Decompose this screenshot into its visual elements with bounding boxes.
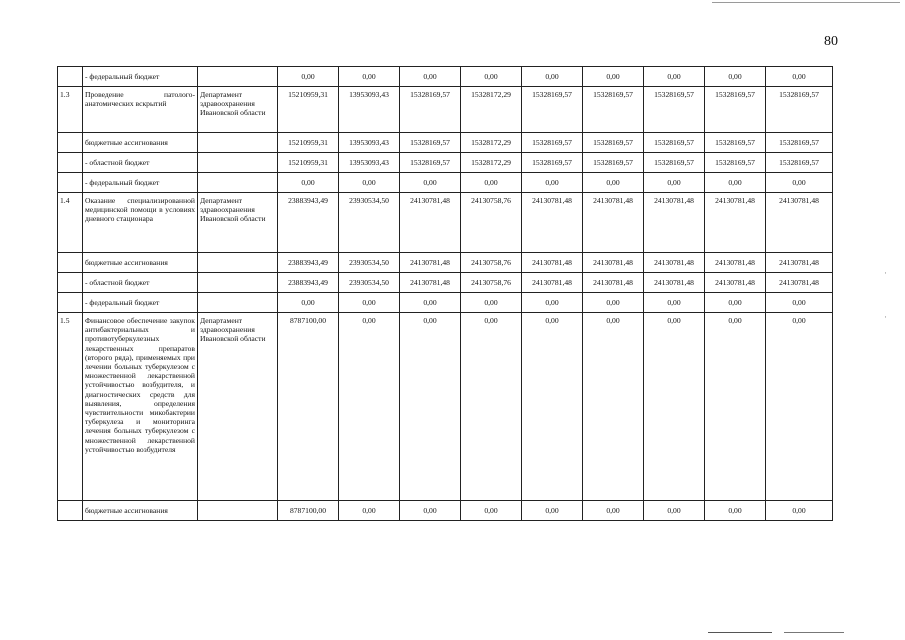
- row-value: 0,00: [644, 313, 705, 501]
- row-value: 24130781,48: [766, 253, 833, 273]
- row-value: 0,00: [583, 293, 644, 313]
- row-value: 0,00: [766, 313, 833, 501]
- row-value: 15328172,29: [461, 153, 522, 173]
- row-code: [58, 173, 83, 193]
- row-value: 0,00: [705, 313, 766, 501]
- row-value: 13953093,43: [339, 87, 400, 133]
- row-value: 13953093,43: [339, 133, 400, 153]
- row-value: 23930534,50: [339, 273, 400, 293]
- row-executor: Департамент здравоохранения Ивановской области: [198, 313, 278, 501]
- row-value: 24130781,48: [705, 273, 766, 293]
- row-code: [58, 501, 83, 521]
- row-executor: [198, 253, 278, 273]
- row-value: 0,00: [522, 313, 583, 501]
- row-name: Проведение патолого-анатомических вскрытий: [83, 87, 198, 133]
- table-row-item: [58, 313, 833, 501]
- row-executor: [198, 133, 278, 153]
- bottom-rule: [708, 632, 772, 633]
- row-value: 15328169,57: [583, 133, 644, 153]
- row-value: 15210959,31: [278, 133, 339, 153]
- row-value: 15328169,57: [522, 153, 583, 173]
- row-value: 15328169,57: [766, 153, 833, 173]
- row-value: 0,00: [766, 293, 833, 313]
- margin-mark: ·: [884, 312, 887, 322]
- row-executor: [198, 273, 278, 293]
- row-value: 23883943,49: [278, 193, 339, 253]
- bottom-rule: [784, 632, 844, 633]
- row-value: 23930534,50: [339, 193, 400, 253]
- row-code: [58, 253, 83, 273]
- row-value: 0,00: [583, 173, 644, 193]
- row-value: 0,00: [339, 67, 400, 87]
- row-value: 15210959,31: [278, 87, 339, 133]
- table-row-budget: [58, 173, 833, 193]
- row-code: 1.5: [58, 313, 83, 501]
- row-name: Финансовое обеспечение закупок антибактериальных и противотуберкулезных лекарственных препаратов (второго ряда), применяемых при лечении больных туберкулезом с множественной лекарственной устойчивостью возбудителя, и диагностических средств для выявления, определения чувствительности микобактерии туберкулеза и мониторинга лечения больных туберкулезом с множественной лекарственной устойчивостью возбудителя: [83, 313, 198, 501]
- margin-mark: ·: [884, 268, 887, 278]
- row-value: 0,00: [522, 173, 583, 193]
- row-value: 24130781,48: [522, 273, 583, 293]
- row-name: - федеральный бюджет: [83, 293, 198, 313]
- row-value: 0,00: [705, 173, 766, 193]
- row-value: 24130781,48: [522, 253, 583, 273]
- row-code: [58, 133, 83, 153]
- row-value: 24130781,48: [644, 273, 705, 293]
- row-value: 15328169,57: [583, 153, 644, 173]
- row-value: 15328169,57: [400, 153, 461, 173]
- row-value: 15328169,57: [400, 87, 461, 133]
- row-name: Оказание специализированной медицинской помощи в условиях дневного стационара: [83, 193, 198, 253]
- row-name: бюджетные ассигнования: [83, 501, 198, 521]
- row-value: 0,00: [766, 67, 833, 87]
- row-value: 0,00: [766, 501, 833, 521]
- row-value: 0,00: [400, 67, 461, 87]
- row-code: [58, 293, 83, 313]
- row-value: 0,00: [461, 67, 522, 87]
- row-value: 0,00: [461, 313, 522, 501]
- table-row-budget: [58, 293, 833, 313]
- row-name: бюджетные ассигнования: [83, 253, 198, 273]
- row-value: 24130781,48: [583, 193, 644, 253]
- row-value: 0,00: [278, 173, 339, 193]
- row-value: 15328169,57: [644, 133, 705, 153]
- row-value: 24130781,48: [583, 253, 644, 273]
- row-value: 0,00: [522, 293, 583, 313]
- row-value: 24130781,48: [400, 253, 461, 273]
- row-name: - федеральный бюджет: [83, 173, 198, 193]
- row-value: 0,00: [522, 501, 583, 521]
- row-value: 0,00: [461, 293, 522, 313]
- row-value: 0,00: [644, 67, 705, 87]
- row-value: 23883943,49: [278, 273, 339, 293]
- row-value: 0,00: [339, 501, 400, 521]
- row-value: 13953093,43: [339, 153, 400, 173]
- row-value: 0,00: [583, 67, 644, 87]
- table-body: [58, 67, 833, 521]
- row-name: бюджетные ассигнования: [83, 133, 198, 153]
- row-value: 8787100,00: [278, 313, 339, 501]
- row-value: 0,00: [461, 501, 522, 521]
- top-rule: [712, 2, 900, 3]
- row-value: 24130781,48: [400, 193, 461, 253]
- table-row-budget: [58, 67, 833, 87]
- row-value: 0,00: [583, 313, 644, 501]
- row-value: 24130781,48: [522, 193, 583, 253]
- row-value: 15328169,57: [644, 153, 705, 173]
- row-code: [58, 153, 83, 173]
- row-value: 15328169,57: [400, 133, 461, 153]
- row-value: 15328169,57: [766, 133, 833, 153]
- table-row-budget: [58, 501, 833, 521]
- row-value: 15328169,57: [705, 153, 766, 173]
- table-row-item: [58, 193, 833, 253]
- row-value: 23930534,50: [339, 253, 400, 273]
- row-value: 0,00: [705, 67, 766, 87]
- row-value: 0,00: [339, 293, 400, 313]
- table-row-budget: [58, 253, 833, 273]
- row-value: 24130781,48: [583, 273, 644, 293]
- row-executor: [198, 293, 278, 313]
- row-code: 1.3: [58, 87, 83, 133]
- row-executor: Департамент здравоохранения Ивановской области: [198, 87, 278, 133]
- row-value: 24130781,48: [400, 273, 461, 293]
- row-value: 0,00: [461, 173, 522, 193]
- table-row-budget: [58, 273, 833, 293]
- row-executor: [198, 501, 278, 521]
- row-value: 24130781,48: [644, 193, 705, 253]
- row-value: 0,00: [339, 313, 400, 501]
- row-value: 23883943,49: [278, 253, 339, 273]
- row-value: 24130781,48: [766, 193, 833, 253]
- row-value: 15328169,57: [522, 87, 583, 133]
- table-row-item: [58, 87, 833, 133]
- row-value: 15210959,31: [278, 153, 339, 173]
- row-value: 0,00: [400, 313, 461, 501]
- budget-table: [57, 66, 833, 521]
- row-value: 24130758,76: [461, 273, 522, 293]
- row-name: - областной бюджет: [83, 153, 198, 173]
- row-executor: [198, 173, 278, 193]
- row-value: 0,00: [583, 501, 644, 521]
- row-value: 24130781,48: [705, 253, 766, 273]
- row-value: 0,00: [278, 67, 339, 87]
- row-executor: [198, 67, 278, 87]
- row-value: 15328169,57: [583, 87, 644, 133]
- row-value: 24130758,76: [461, 253, 522, 273]
- row-value: 15328169,57: [705, 87, 766, 133]
- row-code: [58, 273, 83, 293]
- table-row-budget: [58, 133, 833, 153]
- row-value: 0,00: [766, 173, 833, 193]
- row-value: 15328169,57: [705, 133, 766, 153]
- row-value: 0,00: [278, 293, 339, 313]
- page-number: 80: [824, 34, 838, 49]
- row-value: 15328169,57: [644, 87, 705, 133]
- row-value: 0,00: [522, 67, 583, 87]
- row-code: 1.4: [58, 193, 83, 253]
- row-value: 0,00: [400, 293, 461, 313]
- row-value: 24130781,48: [705, 193, 766, 253]
- row-value: 15328172,29: [461, 133, 522, 153]
- row-value: 15328169,57: [766, 87, 833, 133]
- row-value: 24130758,76: [461, 193, 522, 253]
- row-name: - областной бюджет: [83, 273, 198, 293]
- row-value: 15328169,57: [522, 133, 583, 153]
- row-value: 0,00: [644, 293, 705, 313]
- row-value: 0,00: [644, 173, 705, 193]
- row-value: 0,00: [400, 173, 461, 193]
- row-value: 24130781,48: [644, 253, 705, 273]
- row-value: 0,00: [339, 173, 400, 193]
- row-executor: [198, 153, 278, 173]
- row-value: 0,00: [644, 501, 705, 521]
- row-value: 0,00: [705, 501, 766, 521]
- row-value: 0,00: [705, 293, 766, 313]
- row-value: 15328172,29: [461, 87, 522, 133]
- row-value: 0,00: [400, 501, 461, 521]
- row-value: 8787100,00: [278, 501, 339, 521]
- row-value: 24130781,48: [766, 273, 833, 293]
- row-executor: Департамент здравоохранения Ивановской области: [198, 193, 278, 253]
- row-name: - федеральный бюджет: [83, 67, 198, 87]
- table-row-budget: [58, 153, 833, 173]
- row-code: [58, 67, 83, 87]
